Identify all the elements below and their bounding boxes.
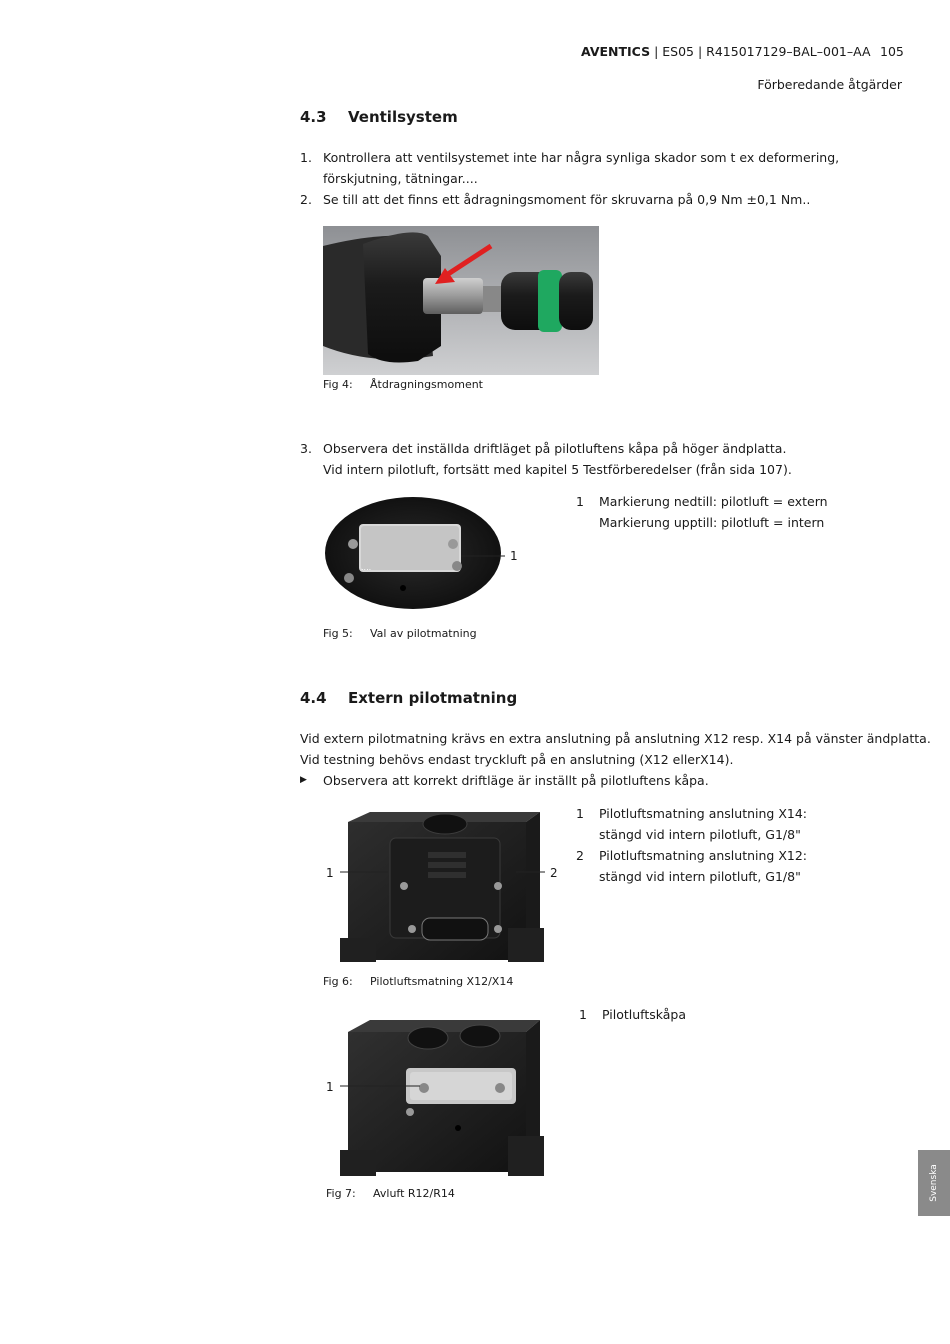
legend-number: 1 xyxy=(579,1007,587,1022)
fig5-callout: 1 xyxy=(510,549,518,563)
step-text: Se till att det finns ett ådragningsmoment för skruvarna på 0,9 Nm ±0,1 Nm.. xyxy=(323,192,811,207)
fig7-caption: Avluft R12/R14 xyxy=(373,1187,455,1200)
legend-text: stängd vid intern pilotluft, G1/8" xyxy=(599,827,801,842)
fig7-photo xyxy=(340,1018,545,1178)
section-title-4-3: Ventilsystem xyxy=(348,108,458,126)
legend-item xyxy=(579,1004,909,1025)
fig7-callout: 1 xyxy=(326,1080,334,1094)
page-number: 105 xyxy=(880,44,904,59)
language-tab xyxy=(918,1150,950,1216)
svg-text:....: .... xyxy=(361,563,372,572)
fig5-caption: Val av pilotmatning xyxy=(370,627,477,640)
paragraph: Vid extern pilotmatning krävs en extra anslutning på anslutning X12 resp. X14 på vänster ändplatta. xyxy=(300,731,931,746)
step-text: Observera det inställda driftläget på pilotluftens kåpa på höger ändplatta. xyxy=(323,441,787,456)
step-number: 3. xyxy=(300,441,312,456)
brand-name: AVENTICS xyxy=(581,44,651,59)
document-id: | ES05 | R415017129–BAL–001–AA xyxy=(650,44,871,59)
legend-text: Pilotluftskåpa xyxy=(602,1007,687,1022)
fig5-label: Fig 5: xyxy=(323,627,353,640)
legend-number: 1 xyxy=(576,806,584,821)
step-number: 1. xyxy=(300,150,312,165)
section-title-4-4: Extern pilotmatning xyxy=(348,689,518,707)
fig7-label: Fig 7: xyxy=(326,1187,356,1200)
step-item xyxy=(300,438,905,480)
fig4-photo xyxy=(323,226,599,375)
fig6-legend xyxy=(576,803,906,887)
section-number-4-3: 4.3 xyxy=(300,108,327,126)
legend-text: stängd vid intern pilotluft, G1/8" xyxy=(599,869,801,884)
fig6-callout-2: 2 xyxy=(550,866,558,880)
bullet-item xyxy=(300,770,910,791)
fig6-caption: Pilotluftsmatning X12/X14 xyxy=(370,975,514,988)
legend-text: Markierung upptill: pilotluft = intern xyxy=(599,515,825,530)
step-number: 2. xyxy=(300,192,312,207)
fig5-legend xyxy=(576,491,906,533)
legend-item xyxy=(576,845,906,887)
section44-body xyxy=(300,728,931,791)
step-list xyxy=(300,147,905,210)
bullet-triangle-icon: ▶ xyxy=(300,775,307,785)
legend-item xyxy=(576,803,906,845)
fig4-label: Fig 4: xyxy=(323,378,353,391)
step-item xyxy=(300,189,905,210)
chapter-title: Förberedande åtgärder xyxy=(757,77,902,92)
legend-number: 1 xyxy=(576,494,584,509)
fig6-photo xyxy=(340,808,545,966)
legend-text: Markierung nedtill: pilotluft = extern xyxy=(599,494,828,509)
fig6-callout-1: 1 xyxy=(326,866,334,880)
fig5-photo xyxy=(323,496,523,612)
legend-number: 2 xyxy=(576,848,584,863)
step-text: Vid intern pilotluft, fortsätt med kapitel 5 Testförberedelser (från sida 107). xyxy=(323,462,792,477)
section-number-4-4: 4.4 xyxy=(300,689,327,707)
running-header xyxy=(581,44,871,59)
legend-text: Pilotluftsmatning anslutning X12: xyxy=(599,848,808,863)
step-item xyxy=(300,147,905,189)
fig6-label: Fig 6: xyxy=(323,975,353,988)
legend-text: Pilotluftsmatning anslutning X14: xyxy=(599,806,808,821)
fig7-legend xyxy=(579,1004,909,1025)
language-tab-label: Svenska xyxy=(929,1164,939,1202)
bullet-text: Observera att korrekt driftläge är inställt på pilotluftens kåpa. xyxy=(323,773,709,788)
fig4-caption: Åtdragningsmoment xyxy=(370,378,483,391)
paragraph: Vid testning behövs endast tryckluft på en anslutning (X12 ellerX14). xyxy=(300,752,734,767)
step-text: Kontrollera att ventilsystemet inte har några synliga skador som t ex deformering, förskjutning, tätningar.... xyxy=(323,150,840,186)
